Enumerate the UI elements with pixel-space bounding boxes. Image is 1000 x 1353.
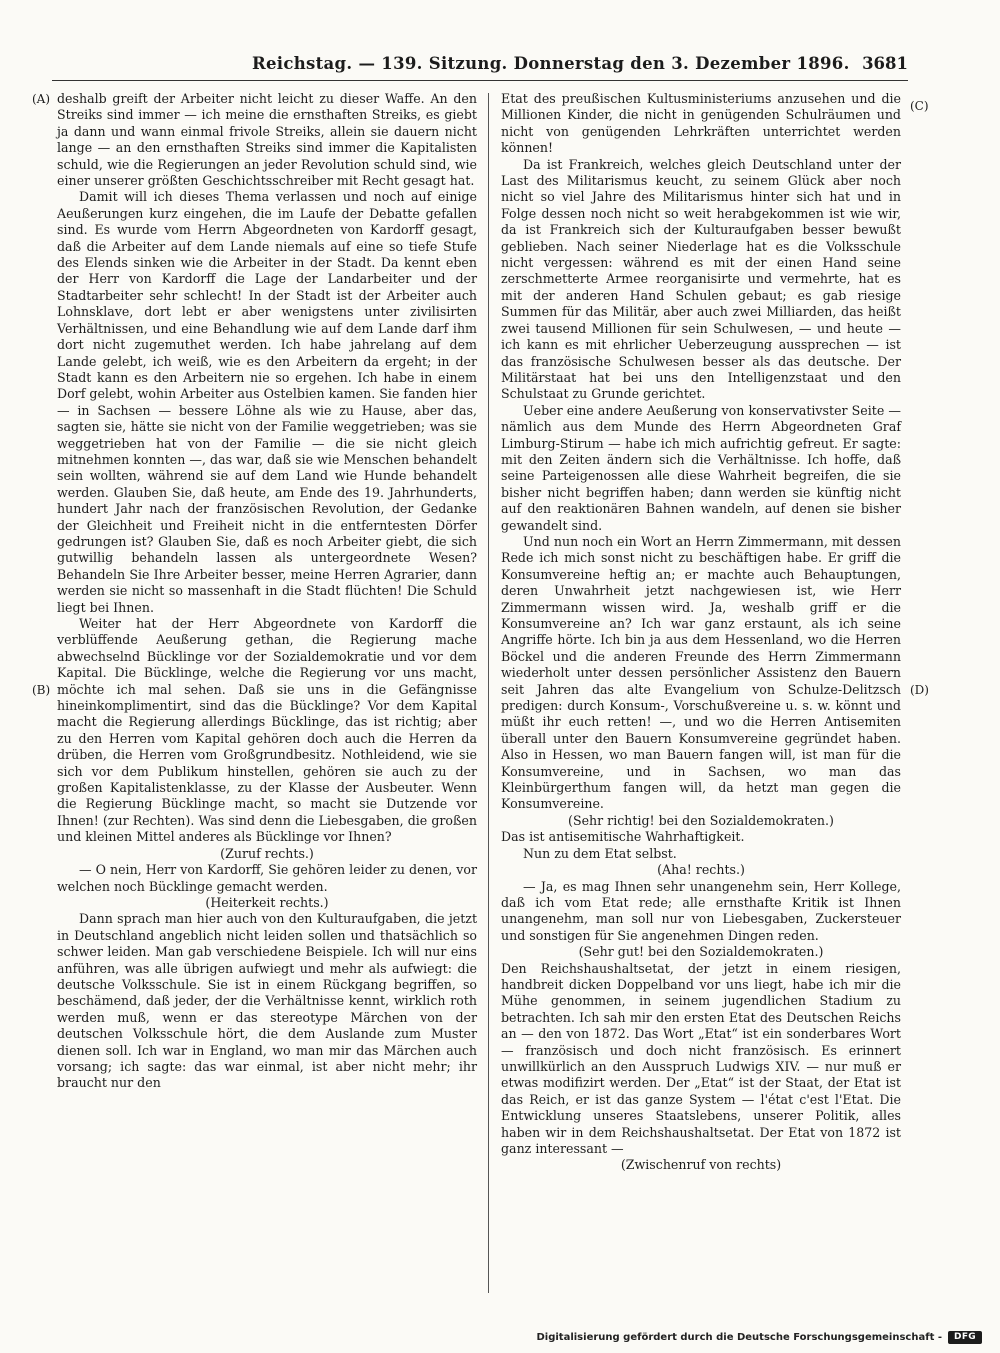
paragraph: (Aha! rechts.) — [657, 862, 745, 878]
column-divider — [488, 93, 489, 1293]
page-header — [52, 54, 908, 80]
dfg-logo: DFG — [948, 1331, 982, 1344]
footer-credit: Digitalisierung gefördert durch die Deutsche Forschungsgemeinschaft - — [536, 1332, 942, 1343]
paragraph: (Zwischenruf von rechts) — [620, 1157, 782, 1173]
paragraph: — O nein, Herr von Kardorff, Sie gehören leider zu denen, vor welchen noch Bücklinge gemacht werden. — [57, 862, 477, 894]
paragraph: (Zuruf rechts.) — [220, 845, 314, 861]
margin-marker-d: (D) — [910, 683, 929, 697]
paragraph: Und nun noch ein Wort an Herrn Zimmermann, mit dessen Rede ich mich sonst nicht zu beschäftigen habe. Er griff die Konsumvereine heftig an; er machte auch Behauptungen, deren Unwahrheit jetzt nachgewiesen ist, wie Herr Zimmermann wissen wird. Ja, weshalb griff er die Konsumvereine an? Ich war ganz erstaunt, als ich seine Angriffe hörte. Ich bin ja aus dem Hessenland, wo die Herren Böckel und die anderen Freunde des Herrn Zimmermann wiederholt unter dessen persönlicher Assistenz den Bauern seit Jahren das alte Evangelium von Schulze-Delitzsch predigen: durch Konsum-, Vorschußvereine u. s. w. könnt und müßt ihr euch retten! —, und wo die Herren Antisemiten überall unter den Bauern Konsumvereine gegründet haben. Also in Hessen, wo man Bauern fangen will, ist man für die Konsumvereine, und in Sachsen, wo man das Kleinbürgerthum fangen will, da hetzt man gegen die Konsumvereine. — [501, 533, 901, 812]
paragraph: (Heiterkeit rechts.) — [205, 894, 329, 910]
paragraph: Damit will ich dieses Thema verlassen und noch auf einige Aeußerungen kurz eingehen, die im Laufe der Debatte gefallen sind. Es wurde vom Herrn Abgeordneten von Kardorff gesagt, daß die Arbeiter auf dem Lande niemals auf eine so tiefe Stufe des Elends sinken wie die Arbeiter in der Stadt. Da kennt eben der Herr von Kardorff die Lage der Landarbeiter und der Stadtarbeiter sehr schlecht! In der Stadt ist der Arbeiter auch Lohnsklave, dort lebt er aber wenigstens unter zivilisirten Verhältnissen, und eine Behandlung wie auf dem Lande darf ihm dort nicht zugemuthet werden. Ich habe jahrelang auf dem Lande gelebt, ich weiß, wie es den Arbeitern da ergeht; in der Stadt kann es den Arbeitern nie so ergehen. Ich habe in einem Dorf gelebt, wohin Arbeiter aus Ostelbien kamen. Sie fanden hier — in Sachsen — bessere Löhne als wie zu Hause, aber das, sagten sie, hätte sie nicht von der Familie weggetrieben; was sie weggetrieben hat von der Familie — die sie nicht gleich mitnehmen konnten —, das war, daß sie wie Menschen behandelt sein wollten, während sie auf dem Land wie Hunde behandelt werden. Glauben Sie, daß heute, am Ende des 19. Jahrhunderts, hundert Jahr nach der französischen Revolution, der Gedanke der Gleichheit und Freiheit nicht in die entferntesten Dörfer gedrungen ist? Glauben Sie, daß es noch Arbeiter giebt, die sich gutwillig behandeln lassen als untergeordnete Wesen? Behandeln Sie Ihre Arbeiter besser, meine Herren Agrarier, dann werden sie nicht so massenhaft in die Stadt flüchten! Die Schuld liegt bei Ihnen. — [57, 189, 477, 615]
paragraph: Etat des preußischen Kultusministeriums anzusehen und die Millionen Kinder, die nicht in genügenden Schulräumen und nicht von genügenden Lehrkräften unterrichtet werden können! — [501, 91, 901, 156]
paragraph: deshalb greift der Arbeiter nicht leicht zu dieser Waffe. An den Streiks sind immer — ich meine die ernsthaften Streiks, es giebt ja dann und wann einmal frivole Streiks, allein sie dauern nicht lange — an den ernsthaften Streiks sind immer die Kapitalisten schuld, wie die Regierungen an jeder Revolution schuld sind, wie einer unserer größten Geschichtsschreiber mit Recht gesagt hat. — [57, 91, 477, 189]
paragraph: Ueber eine andere Aeußerung von konservativster Seite — nämlich aus dem Munde des Herrn Abgeordneten Graf Limburg-Stirum — habe ich mich aufrichtig gefreut. Er sagte: mit den Zeiten ändern sich die Verhältnisse. Ich hoffe, daß seine Parteigenossen alle diese Wahrheit begreifen, die sie bisher nicht begriffen haben; dann werden sie künftig nicht auf den reaktionären Bahnen wandeln, auf denen sie bisher gewandelt sind. — [501, 402, 901, 533]
paragraph: Den Reichshaushaltsetat, der jetzt in einem riesigen, handbreit dicken Doppelband vor uns liegt, habe ich mir die Mühe genommen, in seinem jugendlichen Stadium zu betrachten. Ich sah mir den ersten Etat des Deutschen Reichs an — den von 1872. Das Wort „Etat“ ist ein sonderbares Wort — französisch und doch nicht französisch. Es erinnert unwillkürlich an den Ausspruch Ludwigs XIV. — nur muß er etwas modifizirt werden. Der „Etat“ ist der Staat, der Etat ist das Reich, er ist das ganze System — l'état c'est l'Etat. Die Entwicklung unseres Staatslebens, unserer Politik, alles haben wir in dem Reichshaushaltsetat. Der Etat von 1872 ist ganz interessant — — [501, 960, 901, 1156]
paragraph: Weiter hat der Herr Abgeordnete von Kardorff die verblüffende Aeußerung gethan, die Regierung mache abwechselnd Bücklinge vor der Sozialdemokratie und vor dem Kapital. Die Bücklinge, welche die Regierung vor uns macht, möchte ich mal sehen. Daß sie uns in die Gefängnisse hineinkomplimentirt, sind das die Bücklinge? Vor dem Kapital macht die Regierung allerdings Bücklinge, das ist richtig; aber zu den Herren vom Kapital gehören doch auch die Herren da drüben, die Herren vom Großgrundbesitz. Nothleidend, wie sie sich vor dem Publikum hinstellen, gehören sie auch zu der großen Kapitalistenklasse, zu der Klasse der Ausbeuter. Wenn die Regierung Bücklinge macht, so macht sie Dutzende vor Ihnen! (zur Rechten). Was sind denn die Liebesgaben, die großen und kleinen Mittel anderes als Bücklinge vor Ihnen? — [57, 616, 477, 845]
page-number: 3681 — [862, 54, 908, 73]
margin-marker-a: (A) — [32, 92, 51, 106]
left-column — [57, 91, 477, 1092]
paragraph: Da ist Frankreich, welches gleich Deutschland unter der Last des Militarismus keucht, zu seinem Glück aber noch nicht so viel Jahre des Militarismus hinter sich hat und in Folge dessen noch nicht so weit herabgekommen ist wie wir, da ist Frankreich sich der Kulturaufgaben besser bewußt geblieben. Nach seiner Niederlage hat es die Volksschule nicht vergessen: während es mit der einen Hand seine zerschmetterte Armee reorganisirte und vermehrte, hat es mit der anderen Hand Schulen gebaut; es gab riesige Summen für das Militär, aber auch zwei Milliarden, das heißt zwei tausend Millionen für sein Schulwesen, — und heute — ich kann es mit ehrlicher Ueberzeugung aussprechen — ist das französische Schulwesen besser als das deutsche. Der Militärstaat hat bei uns den Intelligenzstaat und den Schulstaat zu Grunde gerichtet. — [501, 156, 901, 402]
paragraph: (Sehr richtig! bei den Sozialdemokraten.) — [568, 812, 834, 828]
footer — [536, 1331, 982, 1344]
margin-marker-c: (C) — [910, 99, 929, 113]
paragraph: Das ist antisemitische Wahrhaftigkeit. — [501, 829, 745, 845]
paragraph: — Ja, es mag Ihnen sehr unangenehm sein, Herr Kollege, daß ich vom Etat rede; alle ernsthafte Kritik ist Ihnen unangenehm, man soll nur von Liebesgaben, Zuckersteuer und sonstigen für Sie angenehmen Dingen reden. — [501, 878, 901, 943]
header-rule — [52, 80, 908, 81]
paragraph: (Sehr gut! bei den Sozialdemokraten.) — [578, 944, 824, 960]
paragraph: Nun zu dem Etat selbst. — [523, 845, 677, 861]
right-column — [501, 91, 901, 1174]
running-head: Reichstag. — 139. Sitzung. Donnerstag den 3. Dezember 1896. — [252, 54, 850, 73]
margin-marker-b: (B) — [32, 683, 51, 697]
paragraph: Dann sprach man hier auch von den Kulturaufgaben, die jetzt in Deutschland angeblich nicht leiden sollen und thatsächlich so schwer leiden. Man gab verschiedene Beispiele. Ich will nur eins anführen, was alle übrigen aufwiegt und mehr als aufwiegt: die deutsche Volksschule. Sie ist in einem Rückgang begriffen, so beschämend, daß jeder, der die Verhältnisse kennt, wirklich roth werden muß, wenn er das stereotype Märchen von der deutschen Volksschule hört, die dem Auslande zum Muster dienen soll. Ich war in England, wo man mir das Märchen auch vorsang; ich sagte: das war einmal, ist aber nicht mehr; ihr braucht nur den — [57, 911, 477, 1091]
